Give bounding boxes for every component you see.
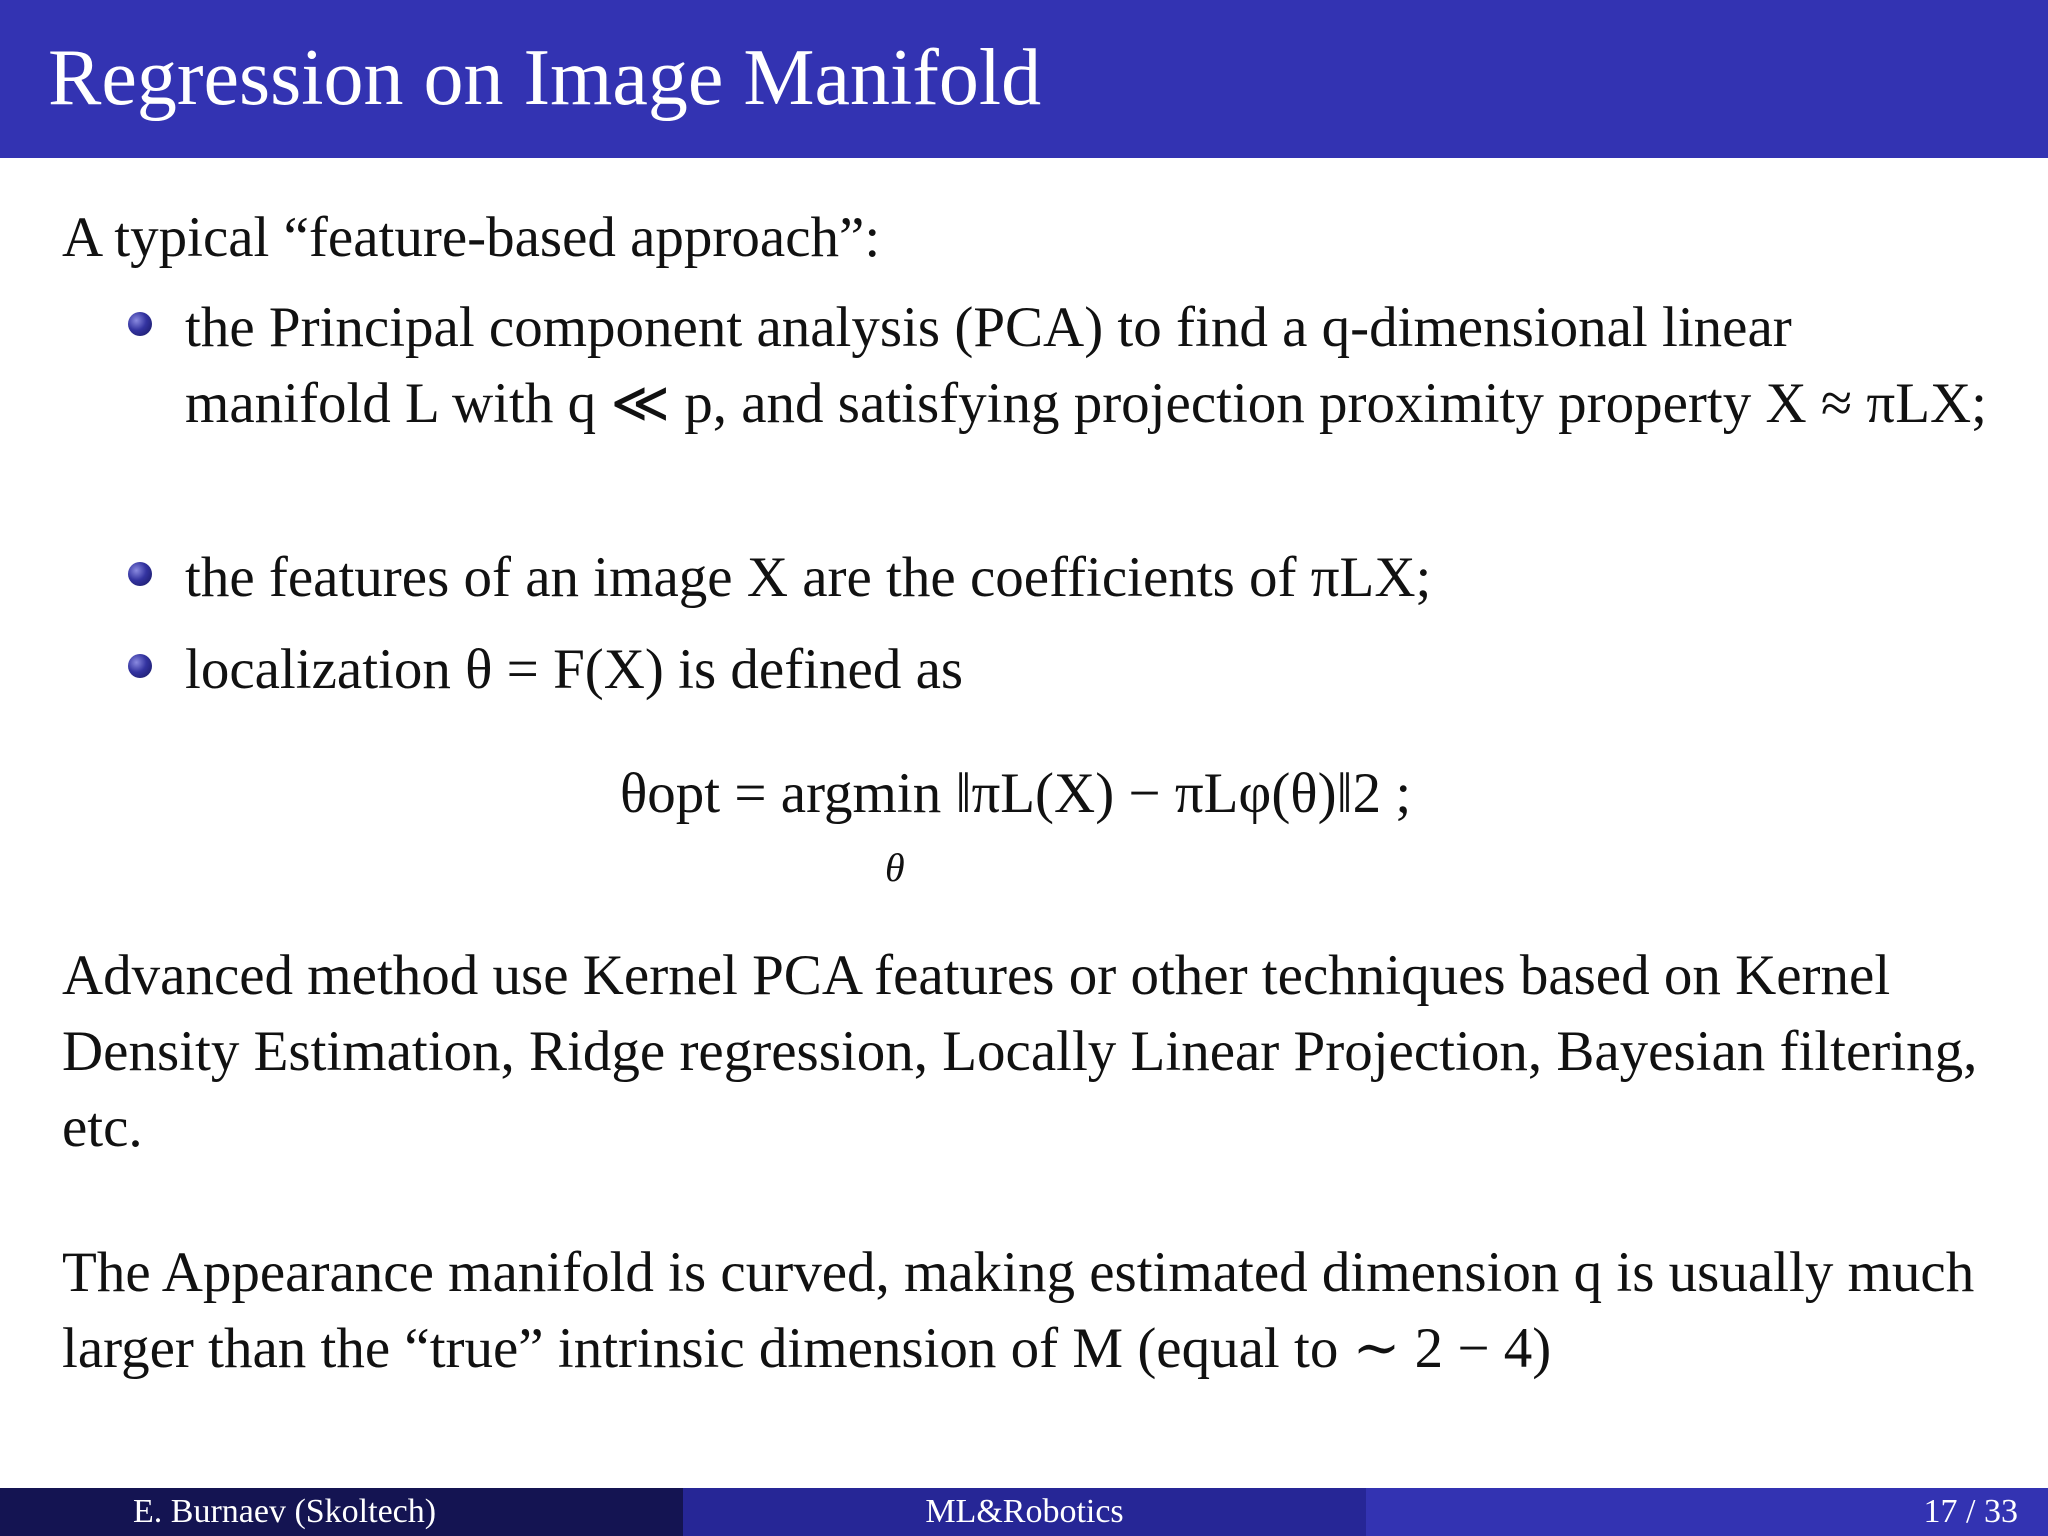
equation-subscript: θ [885,845,905,890]
title-bar [0,0,2048,158]
paragraph-appearance-manifold: The Appearance manifold is curved, making estimated dimension q is usually much larger than the “true” intrinsic dimension of M (equal to ∼ 2 − 4) [62,1241,1975,1380]
footer-bar [0,1488,2048,1536]
bullet-dot-icon [128,312,152,336]
bullet-text: the Principal component analysis (PCA) to find a q-dimensional linear manifold L with q ≪ p, and satisfying projection proximity property X ≈ πLX; [185,296,1988,435]
footer-course: ML&Robotics [683,1488,1366,1536]
bullet-text: localization θ = F(X) is defined as [185,638,964,701]
footer-author: E. Burnaev (Skoltech) [0,1488,683,1536]
bullet-dot-icon [128,654,152,678]
bullet-text: the features of an image X are the coefficients of πLX; [185,546,1432,609]
slide-content [0,158,2048,1488]
bullet-dot-icon [128,562,152,586]
slide-title: Regression on Image Manifold [48,34,1042,122]
paragraph-advanced-methods: Advanced method use Kernel PCA features or other techniques based on Kernel Density Estimation, Ridge regression, Locally Linear Projection, Bayesian filtering, etc. [62,944,1978,1159]
intro-text: A typical “feature-based approach”: [62,206,881,269]
display-equation: θopt = argmin ‖πL(X) − πLφ(θ)‖2 ; [620,762,1412,825]
footer-page-number: 17 / 33 [1366,1488,2048,1536]
